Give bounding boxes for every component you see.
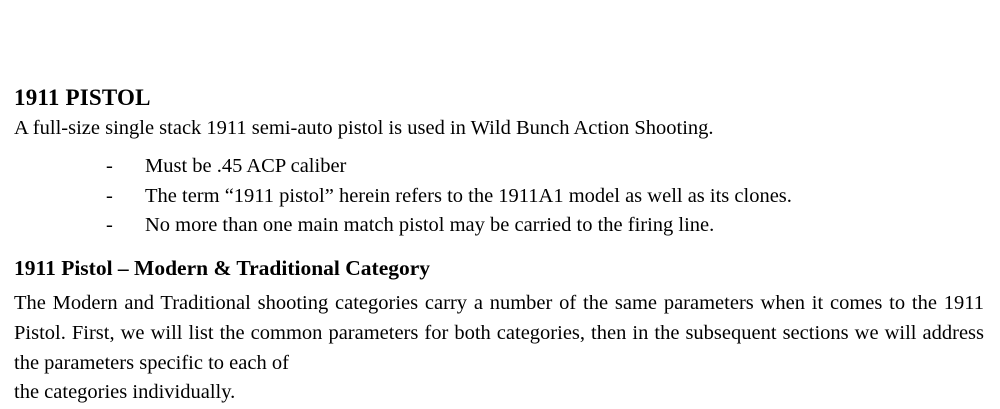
document-content: [14, 84, 984, 408]
list-item-label: Must be .45 ACP caliber: [145, 155, 347, 177]
list-item: [14, 211, 984, 241]
bullet-dash-icon: -: [106, 214, 113, 237]
bullet-dash-icon: -: [106, 155, 113, 177]
list-item: [14, 152, 984, 182]
requirements-list: [14, 152, 984, 241]
bullet-dash-icon: -: [106, 184, 113, 207]
page-title: 1911 PISTOL: [14, 85, 151, 110]
section-heading: 1911 Pistol – Modern & Traditional Category: [14, 256, 431, 281]
list-item-label: No more than one main match pistol may be carried to the firing line.: [145, 214, 715, 237]
section-paragraph-continuation: the categories individually.: [14, 381, 236, 404]
list-item-label: The term “1911 pistol” herein refers to the 1911A1 model as well as its clones.: [145, 184, 792, 207]
section-paragraph: The Modern and Traditional shooting categories carry a number of the same parameters when it comes to the 1911 Pistol. First, we will list the common parameters for both categories, then in the subsequent sections we will address the parameters specific to each of: [14, 292, 984, 374]
intro-paragraph: A full-size single stack 1911 semi-auto pistol is used in Wild Bunch Action Shooting.: [14, 116, 714, 139]
list-item: [14, 182, 984, 212]
